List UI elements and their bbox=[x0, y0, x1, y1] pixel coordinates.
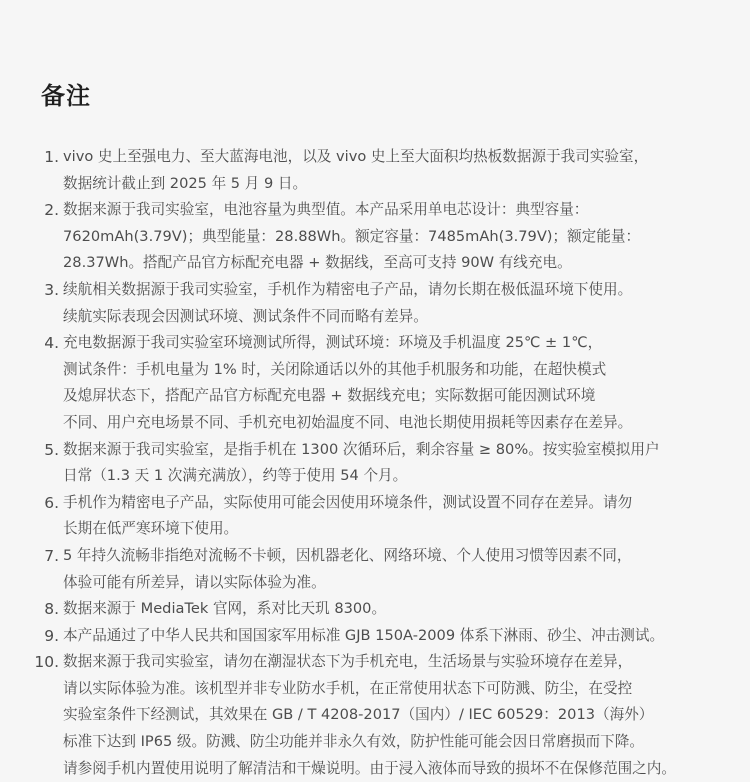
note-number: 1. bbox=[44, 148, 59, 166]
note-item bbox=[22, 649, 742, 782]
note-number: 3. bbox=[44, 280, 59, 299]
note-number: 9. bbox=[44, 626, 59, 645]
note-line: 请参阅手机内置使用说明了解清洁和干燥说明。由于浸入液体而导致的损坏不在保修范围之内。 bbox=[63, 759, 676, 777]
note-item bbox=[22, 197, 742, 277]
note-line: 续航实际表现会因测试环境、测试条件不同而略有差异。 bbox=[63, 307, 428, 325]
note-line: 及熄屏状态下，搭配产品官方标配充电器 + 数据线充电；实际数据可能因测试环境 bbox=[63, 387, 596, 405]
note-line: 日常（1.3 天 1 次满充满放），约等于使用 54 个月。 bbox=[63, 467, 408, 485]
note-item bbox=[22, 144, 742, 197]
note-line: 充电数据源于我司实验室环境测试所得，测试环境：环境及手机温度 25℃ ± 1℃， bbox=[63, 334, 603, 352]
notes-list bbox=[22, 144, 742, 782]
note-number: 4. bbox=[44, 334, 59, 353]
note-line: 请以实际体验为准。该机型并非专业防水手机，在正常使用状态下可防溅、防尘，在受控 bbox=[63, 679, 633, 697]
note-line: 数据统计截止到 2025 年 5 月 9 日。 bbox=[63, 174, 308, 192]
note-line: 手机作为精密电子产品，实际使用可能会因使用环境条件，测试设置不同存在差异。请勿 bbox=[63, 493, 633, 511]
note-number: 6. bbox=[44, 493, 59, 512]
note-item bbox=[22, 437, 742, 490]
note-item bbox=[22, 623, 742, 650]
note-number: 7. bbox=[44, 546, 59, 565]
note-line: vivo 史上至强电力、至大蓝海电池，以及 vivo 史上至大面积均热板数据源于我司实验室， bbox=[63, 148, 649, 165]
note-line: 数据来源于我司实验室，电池容量为典型值。本产品采用单电芯设计：典型容量： bbox=[63, 201, 589, 219]
note-line: 续航相关数据源于我司实验室，手机作为精密电子产品，请勿长期在极低温环境下使用。 bbox=[63, 280, 633, 298]
note-number: 5. bbox=[44, 440, 59, 459]
page-title: 备注 bbox=[41, 82, 91, 110]
note-item bbox=[22, 543, 742, 596]
note-line: 7620mAh(3.79V)；典型能量：28.88Wh。额定容量：7485mAh(3.79V)；额定能量： bbox=[63, 227, 641, 245]
note-item bbox=[22, 330, 742, 436]
note-item bbox=[22, 596, 742, 623]
note-line: 数据来源于我司实验室，请勿在潮湿状态下为手机充电，生活场景与实验环境存在差异， bbox=[63, 653, 633, 671]
note-line: 不同、用户充电场景不同、手机充电初始温度不同、电池长期使用损耗等因素存在差异。 bbox=[63, 413, 633, 431]
note-line: 长期在低严寒环境下使用。 bbox=[63, 520, 239, 538]
note-line: 本产品通过了中华人民共和国国家军用标准 GJB 150A-2009 体系下淋雨、砂尘、冲击测试。 bbox=[63, 626, 665, 644]
note-number: 8. bbox=[44, 600, 59, 619]
note-line: 5 年持久流畅非指绝对流畅不卡顿，因机器老化、网络环境、个人使用习惯等因素不同， bbox=[63, 546, 632, 564]
note-line: 体验可能有所差异，请以实际体验为准。 bbox=[63, 573, 326, 591]
note-line: 标准下达到 IP65 级。防溅、防尘功能并非永久有效，防护性能可能会因日常磨损而下降。 bbox=[63, 733, 644, 751]
note-line: 数据来源于我司实验室，是指手机在 1300 次循环后，剩余容量 ≥ 80%。按实验室模拟用户 bbox=[63, 440, 660, 458]
note-line: 28.37Wh。搭配产品官方标配充电器 + 数据线，至高可支持 90W 有线充电。 bbox=[63, 254, 572, 272]
note-line: 实验室条件下经测试，其效果在 GB / T 4208-2017（国内）/ IEC 60529：2013（海外） bbox=[63, 706, 654, 724]
note-item bbox=[22, 490, 742, 543]
note-number: 2. bbox=[44, 201, 59, 220]
note-number: 10. bbox=[34, 653, 59, 672]
note-line: 数据来源于 MediaTek 官网，系对比天玑 8300。 bbox=[63, 600, 387, 618]
note-item bbox=[22, 277, 742, 330]
note-line: 测试条件：手机电量为 1% 时，关闭除通话以外的其他手机服务和功能，在超快模式 bbox=[63, 360, 607, 378]
